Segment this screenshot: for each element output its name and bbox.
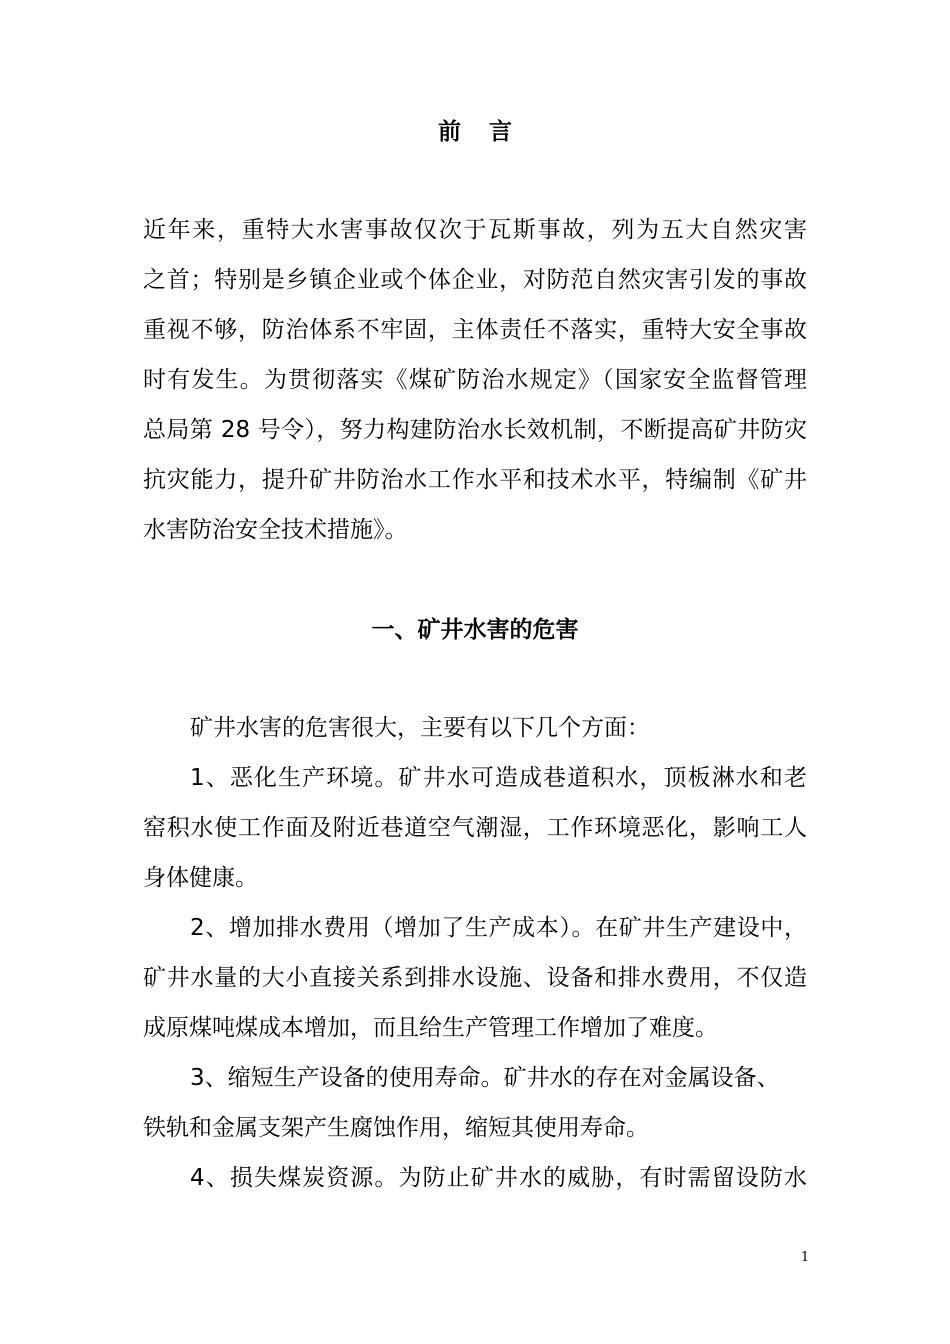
- body-line: 2、增加排水费用（增加了生产成本）。在矿井生产建设中，: [190, 915, 807, 941]
- body-line: 成原煤吨煤成本增加，而且给生产管理工作增加了难度。: [143, 1015, 718, 1041]
- section-heading: 一、矿井水害的危害: [371, 617, 579, 643]
- body-line: 窑积水使工作面及附近巷道空气潮湿，工作环境恶化，影响工人: [143, 815, 807, 841]
- preface-line: 水害防治安全技术措施》。: [143, 517, 408, 543]
- body-line: 1、恶化生产环境。矿井水可造成巷道积水，顶板淋水和老: [190, 765, 807, 791]
- preface-line: 抗灾能力，提升矿井防治水工作水平和技术水平，特编制《矿井: [143, 467, 807, 493]
- body-line: 铁轨和金属支架产生腐蚀作用，缩短其使用寿命。: [143, 1115, 649, 1141]
- preface-line: 之首；特别是乡镇企业或个体企业，对防范自然灾害引发的事故: [143, 267, 807, 293]
- body-line: 矿井水害的危害很大，主要有以下几个方面：: [190, 715, 650, 741]
- page-title: 前言: [438, 119, 540, 145]
- body-line: 矿井水量的大小直接关系到排水设施、设备和排水费用，不仅造: [143, 965, 807, 991]
- preface-line: 重视不够，防治体系不牢固，主体责任不落实，重特大安全事故: [143, 317, 807, 343]
- page-number: 1: [800, 1250, 810, 1265]
- body-line: 4、损失煤炭资源。为防止矿井水的威胁，有时需留设防水: [190, 1165, 807, 1191]
- body-line: 身体健康。: [143, 865, 258, 891]
- preface-line: 总局第 28 号令），努力构建防治水长效机制，不断提高矿井防灾: [143, 417, 807, 443]
- body-line: 3、缩短生产设备的使用寿命。矿井水的存在对金属设备、: [190, 1065, 780, 1091]
- preface-line: 时有发生。为贯彻落实《煤矿防治水规定》（国家安全监督管理: [143, 367, 807, 393]
- preface-line: 近年来，重特大水害事故仅次于瓦斯事故，列为五大自然灾害: [143, 217, 807, 243]
